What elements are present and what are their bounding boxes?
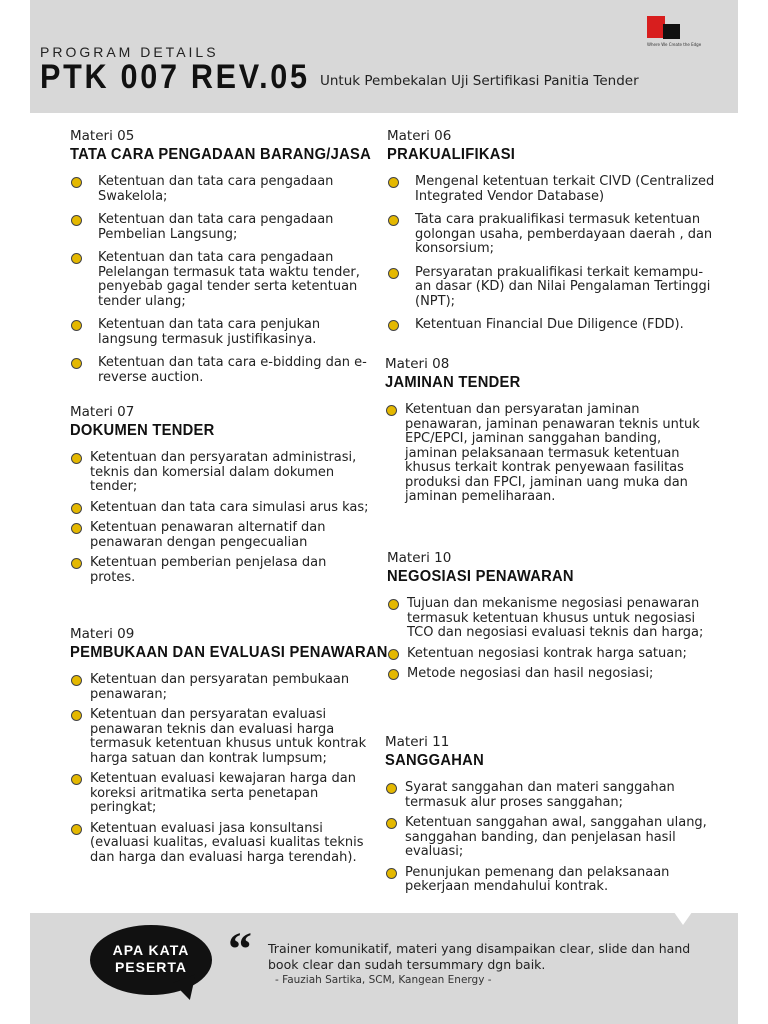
section-label: Materi 08 [385,356,450,372]
list-item [70,251,375,309]
bullet-list [387,597,707,682]
quote-mark-icon: “ [228,923,252,976]
company-logo [647,16,702,52]
bullet-dot-icon [71,774,82,785]
bullet-dot-icon [388,599,399,610]
list-item [387,318,717,333]
list-item [70,708,370,766]
bullet-dot-icon [71,177,82,188]
item-text: Ketentuan dan persyaratan pembukaan penawaran; [90,672,350,702]
section-title: JAMINAN TENDER [385,374,521,391]
bullet-list [70,451,370,585]
bullet-dot-icon [386,868,397,879]
list-item [70,451,370,495]
section-label: Materi 11 [385,734,450,750]
bullet-dot-icon [71,215,82,226]
list-item [385,781,707,810]
list-item [385,403,707,505]
speech-notch-icon [669,905,697,925]
bullet-dot-icon [71,710,82,721]
testimonial-badge: APA KATA PESERTA [112,942,190,975]
item-text: Ketentuan evaluasi jasa konsultansi (evaluasi kualitas, evaluasi kualitas teknis dan harga dan evaluasi harga terendah). [90,820,364,865]
list-item [70,556,370,585]
section-materi-08 [385,356,707,511]
bullet-dot-icon [388,649,399,660]
list-item [70,213,375,242]
section-materi-10 [387,550,707,688]
section-label: Materi 06 [387,128,452,144]
list-item [70,501,370,516]
section-materi-05 [70,128,375,394]
item-text: Tujuan dan mekanisme negosiasi penawaran termasuk ketentuan khusus untuk negosiasi TCO dan negosiasi evaluasi teknis dan harga; [407,596,704,640]
list-item [387,175,717,204]
item-text: Ketentuan penawaran alternatif dan penawaran dengan pengecualian [90,520,326,550]
bullet-dot-icon [388,177,399,188]
item-text: Persyaratan prakualifikasi terkait kemampu-an dasar (KD) dan Nilai Pengalaman Tertinggi (NPT); [415,264,711,309]
testimonial-author: - Fauziah Sartika, SCM, Kangean Energy - [275,974,492,986]
bullet-dot-icon [388,669,399,680]
item-text: Ketentuan dan tata cara pengadaan Swakelola; [98,174,334,204]
list-item [387,647,707,662]
bullet-list [70,673,370,865]
bullet-dot-icon [71,253,82,264]
item-text: Ketentuan dan tata cara penjukan langsung termasuk justifikasinya. [98,317,321,347]
testimonial-quote: Trainer komunikatif, materi yang disampaikan clear, slide dan hand book clear dan sudah tersummary dgn baik. [268,941,691,972]
bullet-dot-icon [386,405,397,416]
item-text: Ketentuan dan tata cara simulasi arus kas; [90,499,369,515]
bullet-dot-icon [71,320,82,331]
item-text: Penunjukan pemenang dan pelaksanaan pekerjaan mendahului kontrak. [405,864,670,894]
section-materi-06 [387,128,717,342]
list-item [70,356,375,385]
bullet-dot-icon [386,818,397,829]
list-item [387,667,707,682]
list-item [385,816,707,860]
item-text: Ketentuan negosiasi kontrak harga satuan; [407,645,687,661]
section-materi-09 [70,626,388,871]
bullet-dot-icon [71,523,82,534]
bullet-dot-icon [71,558,82,569]
list-item [385,866,707,895]
list-item [70,175,375,204]
bullet-dot-icon [71,824,82,835]
item-text: Metode negosiasi dan hasil negosiasi; [407,666,654,681]
section-label: Materi 09 [70,626,135,642]
bullet-list [70,175,375,385]
list-item [70,673,370,702]
bullet-dot-icon [388,215,399,226]
section-label: Materi 10 [387,550,452,566]
item-text: Ketentuan dan persyaratan administrasi, teknis dan komersial dalam dokumen tender; [90,450,357,494]
item-text: Ketentuan pemberian penjelasa dan protes. [90,555,327,585]
bullet-dot-icon [388,320,399,331]
bullet-list [385,781,707,895]
bullet-list [385,403,707,505]
list-item [387,597,707,641]
item-text: Tata cara prakualifikasi termasuk ketentuan golongan usaha, pemberdayaan daerah , dan konsorsium; [415,212,713,256]
bullet-dot-icon [71,358,82,369]
item-text: Syarat sanggahan dan materi sanggahan termasuk alur proses sanggahan; [405,780,675,810]
list-item [387,266,717,310]
logo-black-block [663,24,680,39]
page-title: PTK 007 REV.05 [40,58,310,96]
item-text: Mengenal ketentuan terkait CIVD (Centralized Integrated Vendor Database) [415,174,715,204]
item-text: Ketentuan dan tata cara pengadaan Pelelangan termasuk tata waktu tender, penyebab gagal tender serta ketentuan tender ulang; [98,250,360,309]
bullet-dot-icon [71,503,82,514]
item-text: Ketentuan dan persyaratan evaluasi penawaran teknis dan evaluasi harga termasuk ketentuan khusus untuk kontrak harga satuan dan kontrak lumpsum; [90,707,367,766]
program-details-label: PROGRAM DETAILS [40,44,219,60]
list-item [70,822,370,866]
section-label: Materi 07 [70,404,135,420]
page-tagline: Untuk Pembekalan Uji Sertifikasi Panitia Tender [320,73,639,89]
item-text: Ketentuan dan persyaratan jaminan penawaran, jaminan penawaran teknis untuk EPC/EPCI, jaminan sanggahan banding, jaminan pelaksanaan termasuk ketentuan khusus terkait kontrak penyewaan fasilitas produksi dan FPCI, jaminan uang muka dan jaminan pemeliharaan. [405,402,700,504]
list-item [70,521,370,550]
section-title: PEMBUKAAN DAN EVALUASI PENAWARAN [70,644,388,661]
section-title: PRAKUALIFIKASI [387,146,516,163]
section-materi-07 [70,404,370,591]
bullet-dot-icon [71,453,82,464]
bullet-dot-icon [71,675,82,686]
section-title: DOKUMEN TENDER [70,422,215,439]
section-materi-11 [385,734,707,901]
item-text: Ketentuan evaluasi kewajaran harga dan koreksi aritmatika serta penetapan peringkat; [90,771,356,815]
logo-caption: Where We Create the Edge [647,42,702,47]
section-title: TATA CARA PENGADAAN BARANG/JASA [70,146,372,163]
item-text: Ketentuan dan tata cara pengadaan Pembelian Langsung; [98,212,334,242]
list-item [387,213,717,257]
bullet-dot-icon [388,268,399,279]
section-title: SANGGAHAN [385,752,484,769]
list-item [70,772,370,816]
list-item [70,318,375,347]
section-label: Materi 05 [70,128,135,144]
item-text: Ketentuan Financial Due Diligence (FDD). [415,317,684,332]
item-text: Ketentuan sanggahan awal, sanggahan ulang, sanggahan banding, dan penjelasan hasil evaluasi; [405,815,707,859]
bullet-list [387,175,717,333]
bullet-dot-icon [386,783,397,794]
item-text: Ketentuan dan tata cara e-bidding dan e-reverse auction. [98,355,367,385]
section-title: NEGOSIASI PENAWARAN [387,568,574,585]
